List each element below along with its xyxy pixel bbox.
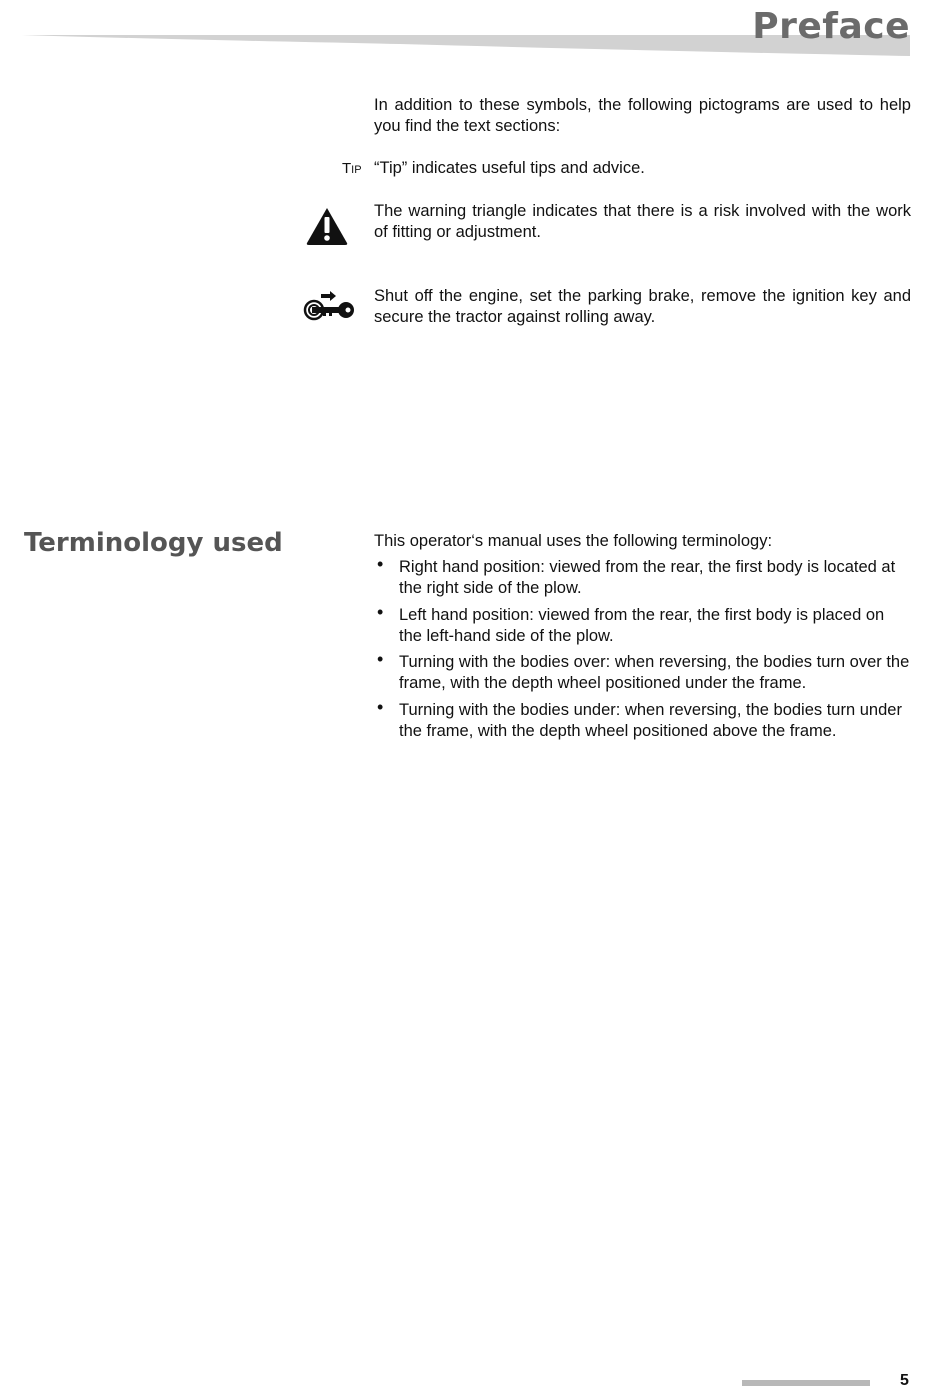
tip-paragraph: “Tip” indicates useful tips and advice. xyxy=(374,159,645,177)
page-title: Preface xyxy=(752,6,910,47)
section-title-terminology: Terminology used xyxy=(24,528,283,558)
list-item: • Right hand position: viewed from the rear, the first body is located at the right side of the plow. xyxy=(374,557,911,599)
warning-paragraph: The warning triangle indicates that there is a risk involved with the work of fitting or adjustment. xyxy=(374,202,911,241)
page-number: 5 xyxy=(900,1372,909,1389)
tip-label: TIP xyxy=(342,160,362,177)
terminology-list xyxy=(374,557,911,747)
warning-triangle-icon xyxy=(305,206,349,246)
ignition-key-icon xyxy=(303,290,355,322)
engine-off-paragraph: Shut off the engine, set the parking brake, remove the ignition key and secure the tractor against rolling away. xyxy=(374,287,911,326)
intro-paragraph: In addition to these symbols, the following pictograms are used to help you find the text sections: xyxy=(374,96,911,135)
terminology-intro: This operator‘s manual uses the following terminology: xyxy=(374,532,773,550)
list-item: • Turning with the bodies over: when reversing, the bodies turn over the frame, with the depth wheel positioned under the frame. xyxy=(374,652,911,694)
list-item: • Left hand position: viewed from the rear, the first body is placed on the left-hand side of the plow. xyxy=(374,605,911,647)
list-item: • Turning with the bodies under: when reversing, the bodies turn under the frame, with the depth wheel positioned above the frame. xyxy=(374,700,911,742)
footer-bar xyxy=(742,1380,870,1386)
